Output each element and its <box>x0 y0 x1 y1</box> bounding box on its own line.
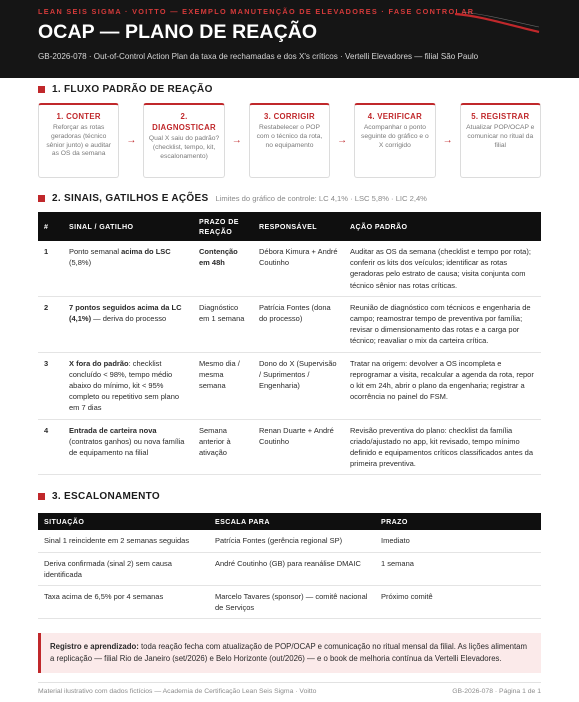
arrow-right-icon: → <box>231 135 242 146</box>
table-row <box>38 419 541 475</box>
deadline-cell: Contenção em 48h <box>193 241 253 296</box>
escalation-section-title: 3. ESCALONAMENTO <box>52 491 160 503</box>
flow-step-description: Atualizar POP/OCAP e comunicar no ritual da filial <box>466 124 535 149</box>
row-number: 1 <box>38 241 63 296</box>
document-header <box>0 0 579 78</box>
signals-table <box>38 212 541 475</box>
flow-step-description: Restabelecer o POP com o técnico da rota, no equipamento <box>256 124 323 149</box>
flow-step-title: 4. VERIFICAR <box>367 112 423 121</box>
footer-disclaimer: Material ilustrativo com dados fictícios — Academia de Certificação Lean Seis Sigma · Voitto <box>38 688 317 695</box>
owner-cell: Dono do X (Supervisão / Suprimentos / Engenharia) <box>253 352 344 419</box>
flow-section <box>0 84 579 178</box>
owner-cell: Patrícia Fontes (dona do processo) <box>253 296 344 352</box>
action-cell: Auditar as OS da semana (checklist e tempo por rota); conferir os kits dos veículos; identificar as rotas geradoras pelo estrato de causa; visita conjunta com técnico sênior nas rotas críticas. <box>344 241 541 296</box>
deadline-cell: 1 semana <box>375 552 541 585</box>
action-cell: Revisão preventiva do plano: checklist da família criado/ajustado no app, kit revisado, tempo mínimo definido e equipamentos críticos classificados antes da primeira preventiva. <box>344 419 541 475</box>
arrow-right-icon: → <box>337 135 348 146</box>
table-header-row <box>38 513 541 530</box>
deadline-cell: Próximo comitê <box>375 586 541 619</box>
flow-step-title: 5. REGISTRAR <box>471 112 530 121</box>
table-row <box>38 241 541 296</box>
situation-cell: Sinal 1 reincidente em 2 semanas seguidas <box>38 530 209 552</box>
square-bullet-icon <box>38 195 45 202</box>
arrow-right-icon: → <box>442 135 453 146</box>
deadline-cell: Semana anterior à ativação <box>193 419 253 475</box>
table-row <box>38 352 541 419</box>
reaction-flow <box>38 103 541 178</box>
column-header: RESPONSÁVEL <box>253 212 344 241</box>
page-subtitle: GB-2026-078 · Out-of-Control Action Plan da taxa de rechamadas e dos X's críticos · Vertelli Elevadores — filial São Paulo <box>38 52 479 61</box>
flow-step-correct <box>249 103 330 178</box>
square-bullet-icon <box>38 493 45 500</box>
swoosh-icon <box>453 10 541 36</box>
escalate-to-cell: Patrícia Fontes (gerência regional SP) <box>209 530 375 552</box>
flow-step-description: Acompanhar o ponto seguinte do gráfico e o X corrigido <box>361 124 429 149</box>
learning-callout <box>38 633 541 673</box>
flow-step-title: 3. CORRIGIR <box>264 112 315 121</box>
signals-section-title: 2. SINAIS, GATILHOS E AÇÕES <box>52 193 209 204</box>
situation-cell: Deriva confirmada (sinal 2) sem causa identificada <box>38 552 209 585</box>
signal-cell: Ponto semanal acima do LSC (5,8%) <box>63 241 193 296</box>
section-title <box>38 193 541 204</box>
column-header: ESCALA PARA <box>209 513 375 530</box>
signal-cell: Entrada de carteira nova (contratos ganhos) ou nova família de equipamento na filial <box>63 419 193 475</box>
signals-section <box>0 193 579 475</box>
deadline-cell: Imediato <box>375 530 541 552</box>
row-number: 4 <box>38 419 63 475</box>
page-footer <box>38 688 541 695</box>
column-header: SINAL / GATILHO <box>63 212 193 241</box>
flow-section-title: 1. FLUXO PADRÃO DE REAÇÃO <box>52 84 213 95</box>
section-title <box>38 84 541 95</box>
flow-step-verify <box>354 103 435 178</box>
flow-step-description: Qual X saiu do padrão? (checklist, tempo, kit, escalonamento) <box>148 135 220 160</box>
row-number: 3 <box>38 352 63 419</box>
table-row <box>38 530 541 552</box>
situation-cell: Taxa acima de 6,5% por 4 semanas <box>38 586 209 619</box>
flow-step-register <box>460 103 541 178</box>
column-header: AÇÃO PADRÃO <box>344 212 541 241</box>
column-header: # <box>38 212 63 241</box>
table-row <box>38 296 541 352</box>
owner-cell: Renan Duarte + André Coutinho <box>253 419 344 475</box>
column-header: PRAZO DE REAÇÃO <box>193 212 253 241</box>
flow-step-diagnose <box>143 103 224 178</box>
page-title: OCAP — PLANO DE REAÇÃO <box>38 21 318 43</box>
signal-cell: X fora do padrão: checklist concluído < 98%, tempo médio abaixo do mínimo, kit < 95% completo ou repetitivo sem plano em 7 dias <box>63 352 193 419</box>
row-number: 2 <box>38 296 63 352</box>
column-header: PRAZO <box>375 513 541 530</box>
column-header: SITUAÇÃO <box>38 513 209 530</box>
flow-step-contain <box>38 103 119 178</box>
header-kicker: LEAN SEIS SIGMA · VOITTO — EXEMPLO MANUTENÇÃO DE ELEVADORES · FASE CONTROLAR <box>38 7 475 16</box>
table-header-row <box>38 212 541 241</box>
table-row <box>38 552 541 585</box>
section-title <box>38 491 541 502</box>
action-cell: Reunião de diagnóstico com técnicos e engenharia de campo; reamostrar tempo de preventiva por família; revisar o dimensionamento das rotas e a carga por técnico; reavaliar o mix da carteira crítica. <box>344 296 541 352</box>
deadline-cell: Diagnóstico em 1 semana <box>193 296 253 352</box>
escalate-to-cell: Marcelo Tavares (sponsor) — comitê nacional de Serviços <box>209 586 375 619</box>
flow-step-title: 2. DIAGNOSTICAR <box>152 112 216 132</box>
flow-step-description: Reforçar as rotas geradoras (técnico sênior junto) e auditar as OS da semana <box>46 124 111 158</box>
square-bullet-icon <box>38 86 45 93</box>
callout-lead: Registro e aprendizado: <box>50 642 139 652</box>
escalation-table <box>38 513 541 619</box>
deadline-cell: Mesmo dia / mesma semana <box>193 352 253 419</box>
arrow-right-icon: → <box>126 135 137 146</box>
escalation-section <box>0 491 579 619</box>
action-cell: Tratar na origem: devolver a OS incompleta e reprogramar a visita, recalcular a agenda da rota, repor o kit em 24h, abrir o plano da engenharia; registrar a ocorrência no painel do FSM. <box>344 352 541 419</box>
owner-cell: Débora Kimura + André Coutinho <box>253 241 344 296</box>
callout-text: toda reação fecha com atualização de POP/OCAP e comunicação no ritual mensal da filial. As lições alimentam a replicação — filial Rio de Janeiro (set/2026) e Belo Horizonte (out/2026) — e o book de melhoria contínua da Vertelli Elevadores. <box>50 642 527 664</box>
signal-cell: 7 pontos seguidos acima da LC (4,1%) — deriva do processo <box>63 296 193 352</box>
table-row <box>38 586 541 619</box>
footer-divider <box>38 682 541 683</box>
flow-step-title: 1. CONTER <box>56 112 101 121</box>
escalate-to-cell: André Coutinho (GB) para reanálise DMAIC <box>209 552 375 585</box>
footer-page-info: GB-2026-078 · Página 1 de 1 <box>452 688 541 695</box>
control-limits-note: Limites do gráfico de controle: LC 4,1% · LSC 5,8% · LIC 2,4% <box>215 194 427 203</box>
